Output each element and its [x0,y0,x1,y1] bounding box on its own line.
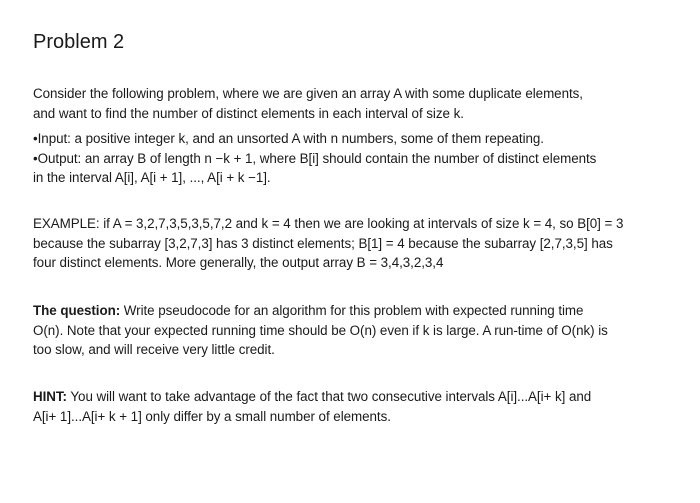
hint-line-1-text: You will want to take advantage of the fact that two consecutive intervals A[i]...A[i+ k] and [66,389,592,404]
example-paragraph [33,214,673,273]
question-line-1-text: Write pseudocode for an algorithm for this problem with expected running time [120,303,584,318]
example-line-2: because the subarray [3,2,7,3] has 3 distinct elements; B[1] = 4 because the subarray [2,7,3,5] has [33,235,613,251]
question-line-3: too slow, and will receive very little credit. [33,342,275,357]
intro-paragraph [33,84,673,123]
input-bullet: •Input: a positive integer k, and an unsorted A with n numbers, some of them repeating. [33,131,544,146]
question-line-2: O(n). Note that your expected running time should be O(n) even if k is large. A run-time of O(nk) is [33,322,608,338]
page-title: Problem 2 [33,31,125,53]
intro-line-1: Consider the following problem, where we are given an array A with some duplicate elements, [33,86,583,101]
example-line-3: four distinct elements. More generally, the output array B = 3,4,3,2,3,4 [33,255,444,270]
hint-line-1 [33,387,673,407]
example-line-1: EXAMPLE: if A = 3,2,7,3,5,3,5,7,2 and k = 4 then we are looking at intervals of size k = 4, so B[0] = 3 [33,216,624,231]
question-paragraph [33,301,673,360]
hint-line-2: A[i+ 1]...A[i+ k + 1] only differ by a small number of elements. [33,408,391,424]
question-label: The question: [33,303,121,318]
question-line-1 [33,301,673,321]
io-bullet-list [33,129,673,188]
hint-paragraph [33,387,673,426]
intro-line-2: and want to find the number of distinct elements in each interval of size k. [33,105,464,121]
hint-label: HINT: [33,389,67,404]
output-bullet-line-2: in the interval A[i], A[i + 1], ..., A[i + k −1]. [33,170,271,185]
output-bullet-line-1: •Output: an array B of length n −k + 1, where B[i] should contain the number of distinct elements [33,150,597,166]
